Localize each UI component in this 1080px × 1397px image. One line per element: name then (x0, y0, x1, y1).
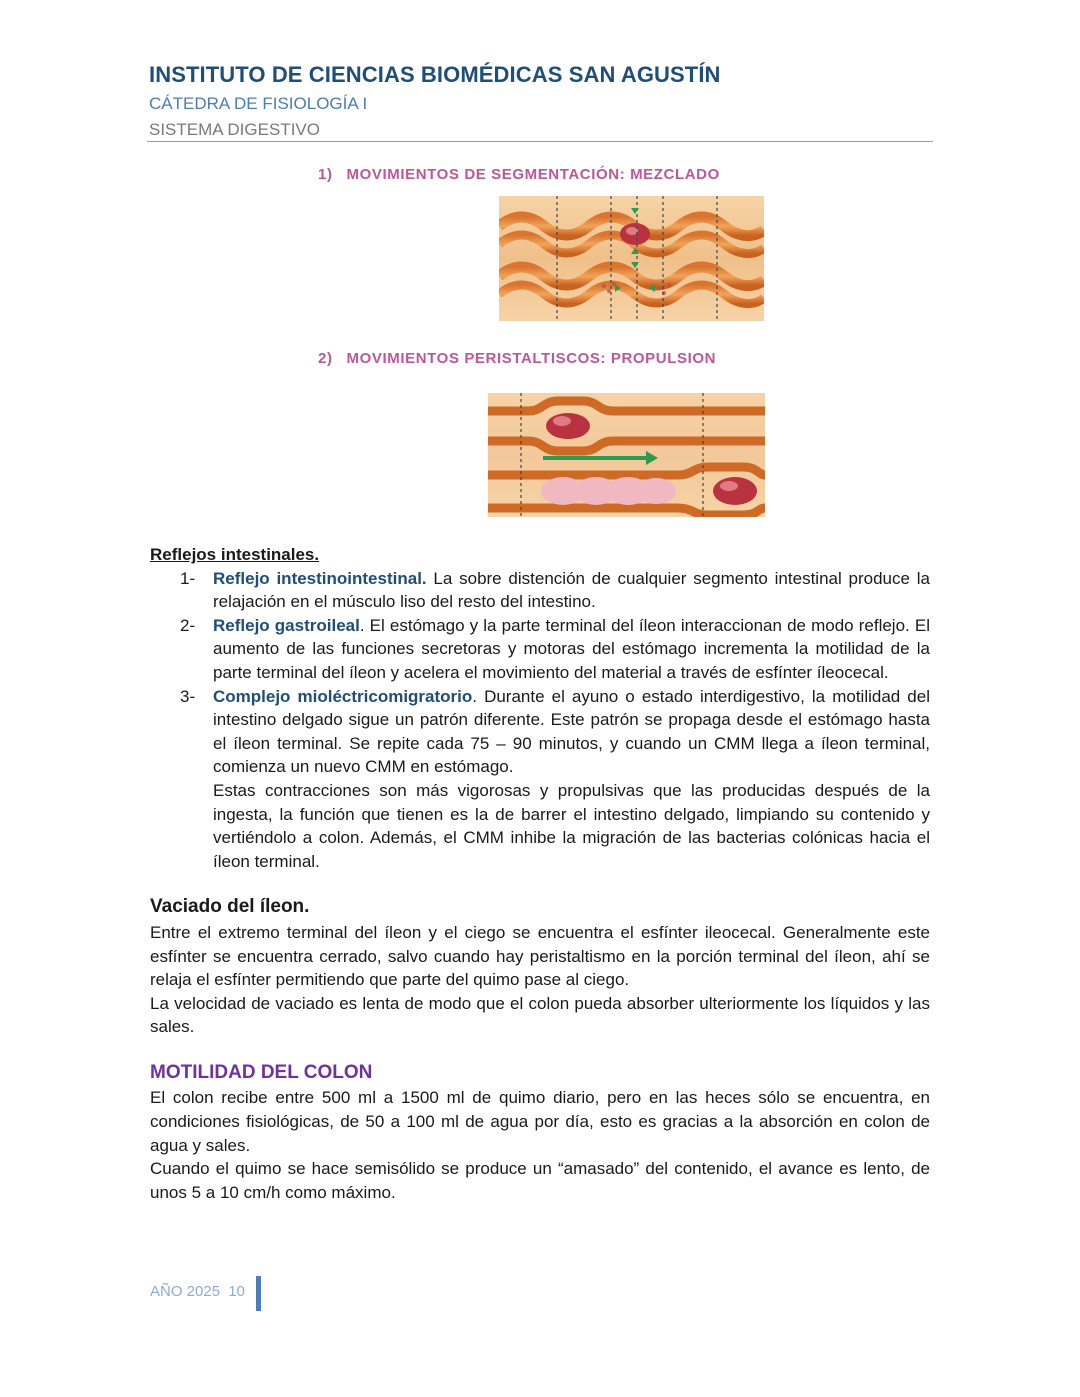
chair-name: CÁTEDRA DE FISIOLOGÍA I (149, 94, 368, 113)
ileum-paragraph-1: Entre el extremo terminal del íleon y el ciego se encuentra el esfínter ileocecal. Generalmente este esfínter se encuentra cerrado, salvo cuando hay peristaltismo en la porción terminal del íleon, ahí se relaja el esfínter permitiendo que parte del quimo pase al ciego. (150, 922, 930, 990)
institute-name: INSTITUTO DE CIENCIAS BIOMÉDICAS SAN AGUSTÍN (149, 62, 721, 87)
colon-paragraph-2: Cuando el quimo se hace semisólido se produce un “amasado” del contenido, el avance es lento, de unos 5 a 10 cm/h como máximo. (150, 1159, 930, 1202)
peristalsis-illustration (488, 393, 765, 517)
colon-heading: MOTILIDAD DEL COLON (150, 1061, 373, 1083)
reflexes-list (150, 567, 930, 874)
ileum-paragraph-2: La velocidad de vaciado es lenta de modo que el colon pueda absorber ulteriormente los líquidos y las sales. (150, 993, 930, 1037)
colon-paragraph-1: El colon recibe entre 500 ml a 1500 ml de quimo diario, pero en las heces sólo se encuentra, en condiciones fisiológicas, de 50 a 100 ml de agua por día, esto es gracias a la absorción en colon de agua y sales. (150, 1088, 930, 1155)
header-divider (147, 141, 933, 142)
reflexes-heading: Reflejos intestinales. (150, 545, 320, 564)
list-item: 2- Reflejo gastroileal. El estómago y la parte terminal del íleon interaccionan de modo reflejo. El aumento de las funciones secretoras y motoras del estómago incrementa la motilidad de la parte terminal del íleon y acelera el movimiento del material a través de esfínter íleocecal. (180, 615, 930, 682)
subject-name: SISTEMA DIGESTIVO (149, 120, 320, 139)
figure-1-title: 1) MOVIMIENTOS DE SEGMENTACIÓN: MEZCLADO (318, 166, 720, 183)
page-number: 10 (228, 1283, 245, 1300)
page-header (149, 62, 933, 140)
figure-2-title: 2) MOVIMIENTOS PERISTALTISCOS: PROPULSION (318, 350, 717, 367)
list-item: 3- Complejo mioléctricomigratorio. Durante el ayuno o estado interdigestivo, la motilidad del intestino delgado sigue un patrón diferente. Este patrón se propaga desde el estómago hasta el íleon terminal. Se repite cada 75 – 90 minutos, y cuando un CMM llega a íleon terminal, comienza un nuevo CMM en estómago. Estas contracciones son más vigorosas y propulsivas que las producidas después de la ingesta, la función que tienen es la de barrer el intestino delgado, limpiando su contenido y vertiéndolo a colon. Además, el CMM inhibe la migración de las bacterias colónicas hacia el íleon terminal. (150, 685, 930, 874)
list-item: 1- Reflejo intestinointestinal. La sobre distención de cualquier segmento intestinal produce la relajación en el músculo liso del resto del intestino. (180, 568, 930, 612)
footer-year: AÑO 2025 (150, 1283, 221, 1300)
main-content (150, 543, 930, 1204)
ileum-heading: Vaciado del íleon. (150, 896, 310, 918)
segmentation-illustration (499, 196, 764, 321)
page-footer (150, 1283, 245, 1300)
footer-accent-bar (256, 1276, 261, 1311)
list-item-extra: Estas contracciones son más vigorosas y propulsivas que las producidas después de la ingesta, la función que tienen es la de barrer el intestino delgado, limpiando su contenido y vertiéndolo a colon. Además, el CMM inhibe la migración de las bacterias colónicas hacia el íleon terminal. (213, 780, 930, 871)
